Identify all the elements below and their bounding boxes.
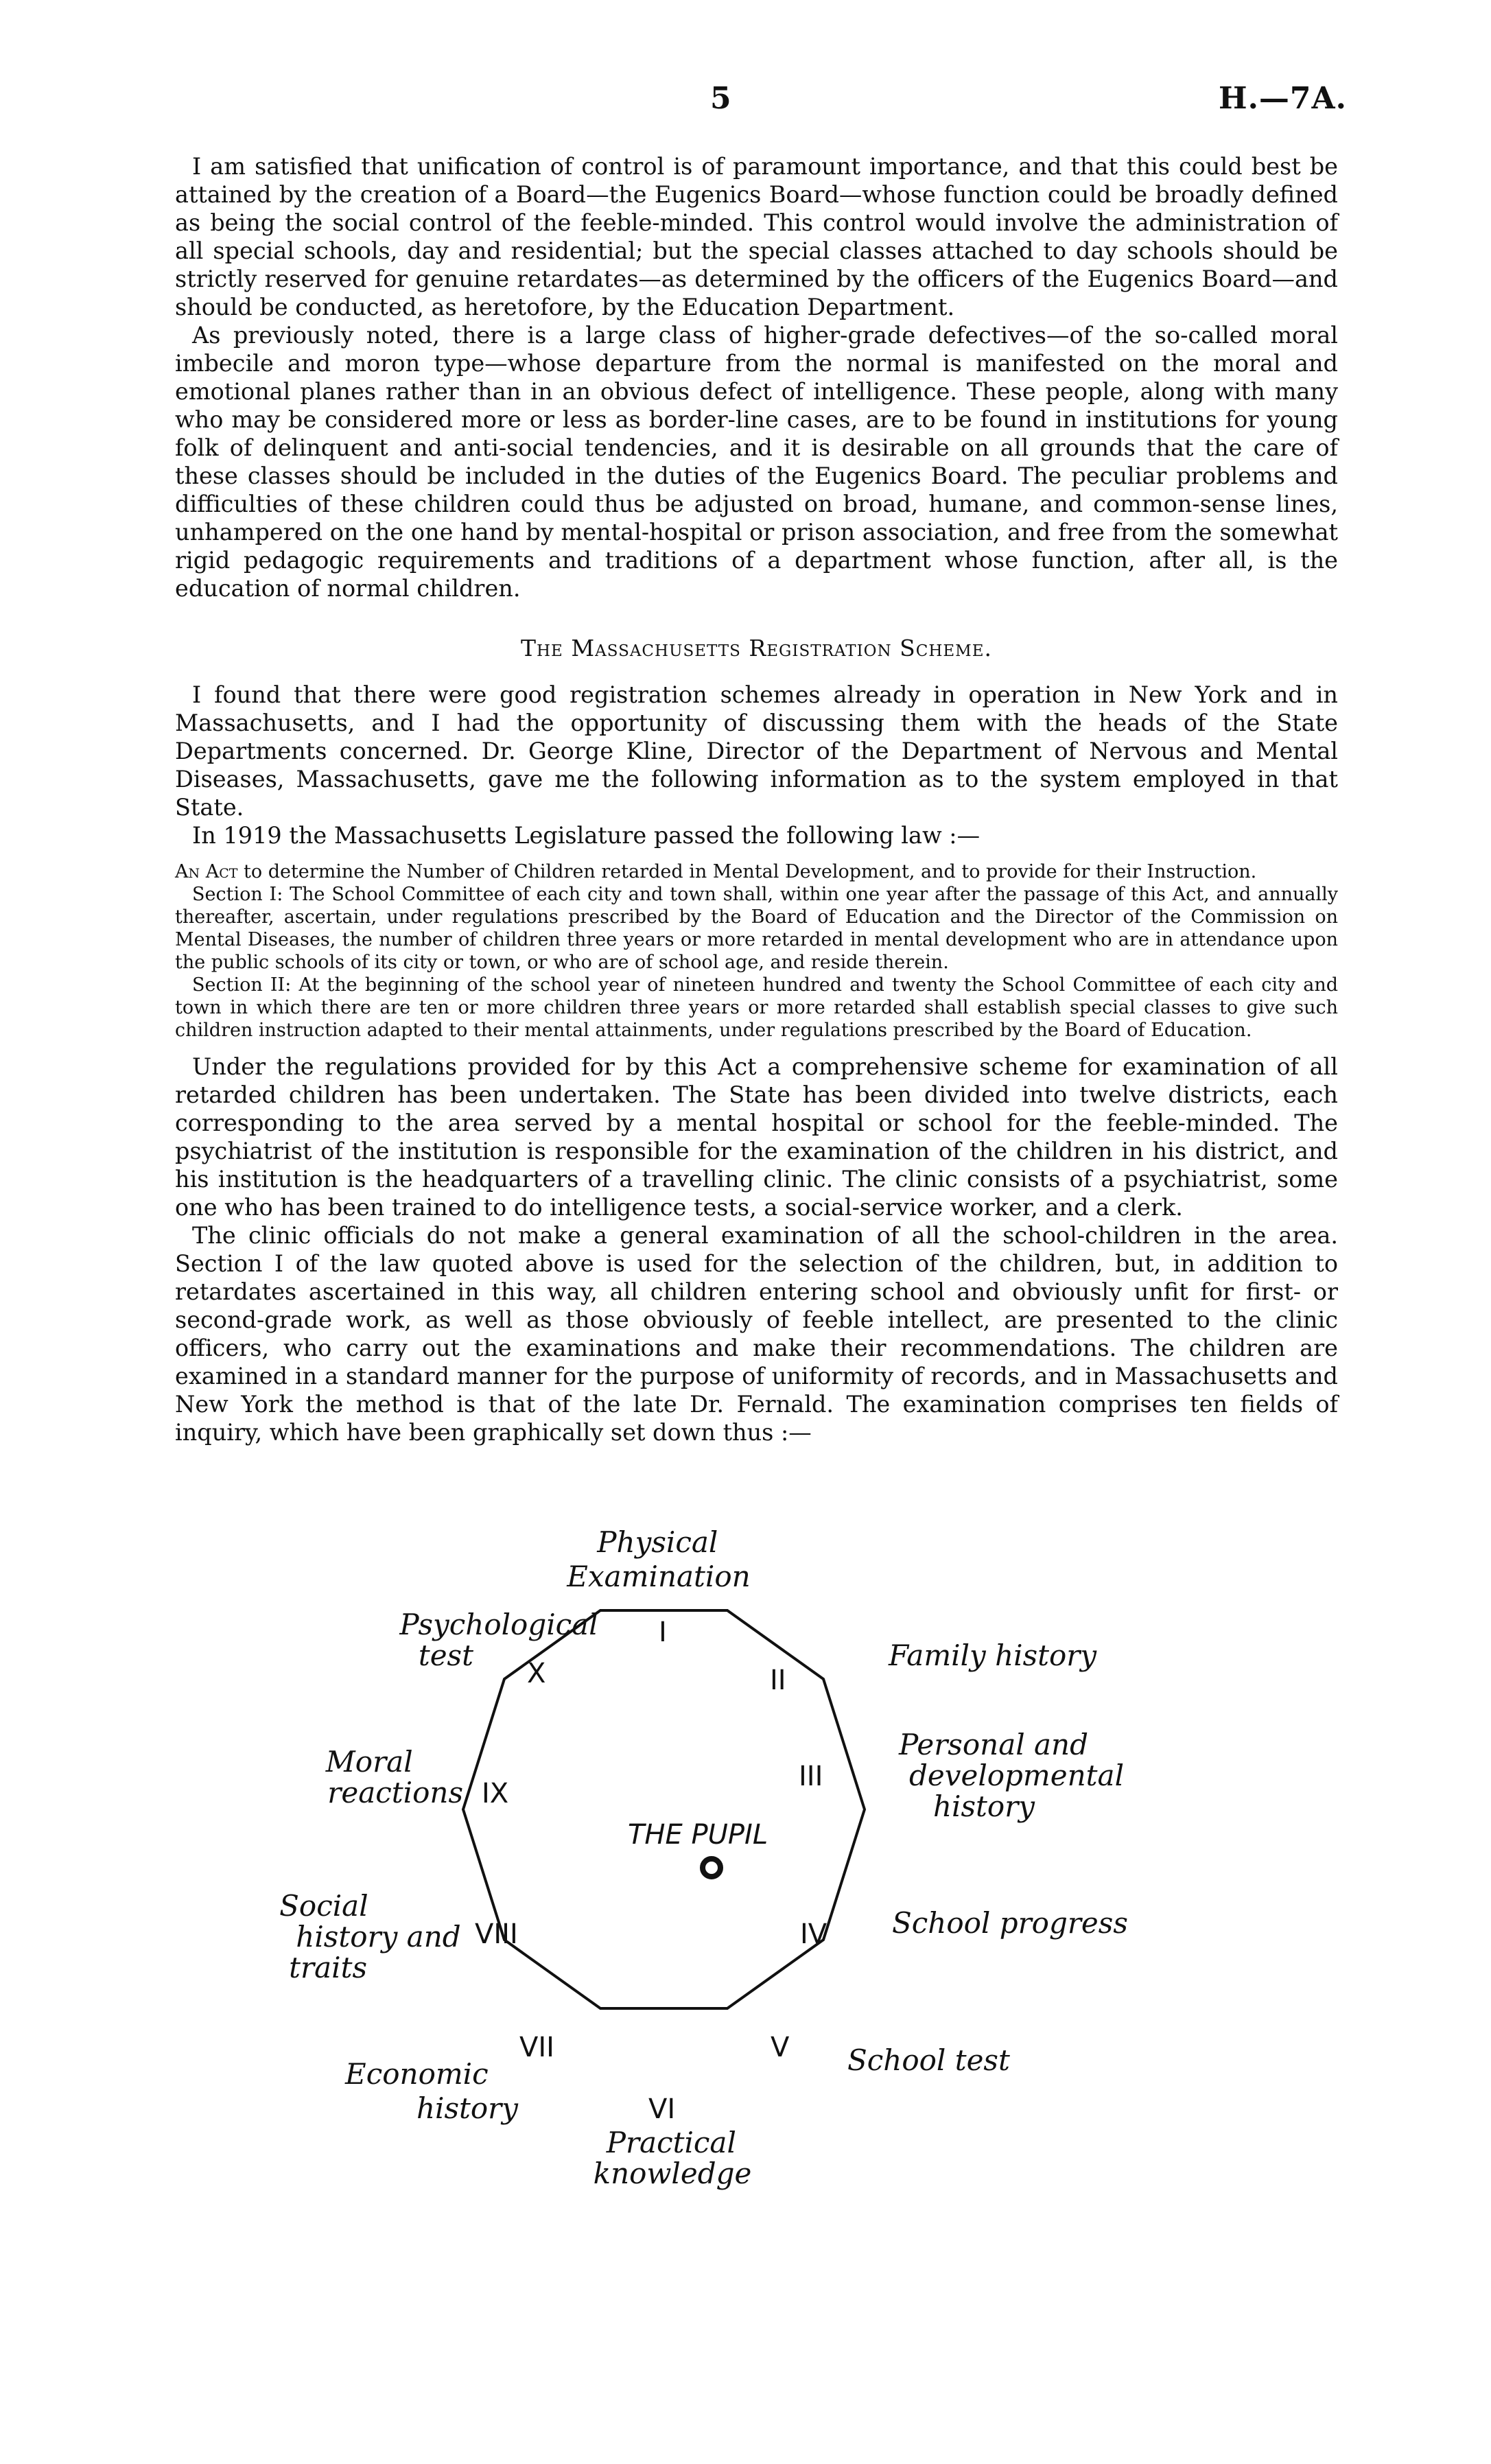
numeral-x: X	[527, 1658, 546, 1689]
paragraph: As previously noted, there is a large class of higher-grade defectives—of the so-called moral imbecile and moron type—whose departure from the normal is manifested on the moral and emotional planes rather than in an obvious defect of intelligence. These people, along with many who may be considered more or less as border-line cases, are to be found in institutions for young folk of delinquent and anti-social tendencies, and it is desirable on all grounds that the care of these classes should be included in the duties of the Eugenics Board. The peculiar problems and difficulties of these children could thus be adjusted on broad, humane, and common-sense lines, unhampered on the one hand by mental-hospital or prison association, and free from the somewhat rigid pedagogic requirements and traditions of a department whose function, after all, is the education of normal children.	[175, 322, 1338, 602]
pupil-center-mark	[703, 1859, 720, 1877]
examination-fields-diagram	[206, 1510, 1304, 2230]
act-title: to determine the Number of Children retarded in Mental Development, and to provide for their Instruction.	[237, 861, 1257, 882]
paragraph: I found that there were good registration schemes already in operation in New York and in Massachusetts, and I had the opportunity of discussing them with the heads of the State Departments concerned. Dr. George Kline, Director of the Department of Nervous and Mental Diseases, Massachusetts, gave me the following information as to the system employed in that State.	[175, 681, 1338, 821]
page-header	[0, 81, 1491, 122]
numeral-vi: VI	[648, 2093, 676, 2125]
document-reference: H.—7A.	[1219, 81, 1347, 116]
field-label-moral-reactions: Moral reactions	[325, 1745, 463, 1809]
field-label-practical-knowledge: Practical knowledge	[593, 2126, 752, 2190]
numeral-v: V	[771, 2032, 790, 2063]
numeral-ii: II	[770, 1665, 786, 1696]
numeral-iv: IV	[800, 1919, 827, 1950]
section-heading: The Massachusetts Registration Scheme.	[520, 635, 993, 661]
center-label: THE PUPIL	[628, 1819, 768, 1851]
paragraph: In 1919 the Massachusetts Legislature passed the following law :—	[192, 822, 981, 849]
numeral-ix: IX	[482, 1778, 509, 1809]
numeral-i: I	[659, 1617, 667, 1648]
field-label-personal-history: Personal and developmental history	[899, 1728, 1125, 1823]
paragraph: The clinic officials do not make a general examination of all the school-children in the area. Section I of the law quoted above is used for the selection of the children, but, in addition to retardates ascertained in this way, all children entering school and obviously unfit for first- or second-grade work, as well as those obviously of feeble intellect, are presented to the clinic officers, who carry out the examinations and make their recommendations. The children are examined in a standard manner for the purpose of uniformity of records, and in Massachusetts and New York the method is that of the late Dr. Fernald. The examination comprises ten fields of inquiry, which have been graphically set down thus :—	[175, 1222, 1338, 1446]
paragraph: Under the regulations provided for by this Act a comprehensive scheme for examination of all retarded children has been undertaken. The State has been divided into twelve districts, each corresponding to the area served by a mental hospital or school for the feeble-minded. The psychiatrist of the institution is responsible for the examination of the children in his district, and his institution is the headquarters of a travelling clinic. The clinic consists of a psychiatrist, some one who has been trained to do intelligence tests, a social-service worker, and a clerk.	[175, 1053, 1338, 1221]
field-label-physical-examination: Physical Examination	[567, 1525, 751, 1593]
paragraph: I am satisfied that unification of control is of paramount importance, and that this could best be attained by the creation of a Board—the Eugenics Board—whose function could be broadly defined as being the social control of the feeble-minded. This control would involve the administration of all special schools, day and residential; but the special classes attached to day schools should be strictly reserved for genuine retardates—as determined by the officers of the Eugenics Board—and should be conducted, as heretofore, by the Education Department.	[175, 153, 1338, 320]
act-title-prefix: An Act	[175, 861, 238, 882]
act-section-1: Section I: The School Committee of each city and town shall, within one year after the passage of this Act, and annually thereafter, ascertain, under regulations prescribed by the Board of Education and the Director of the Commission on Mental Diseases, the number of children three years or more retarded in mental development who are in attendance upon the public schools of its city or town, or who are of school age, and reside therein.	[175, 884, 1338, 973]
field-label-social-history: Social history and traits	[279, 1889, 461, 1984]
act-text	[175, 860, 1338, 1042]
field-label-school-test: School test	[847, 2043, 1010, 2077]
numeral-viii: VIII	[475, 1919, 518, 1950]
numeral-iii: III	[799, 1761, 823, 1792]
field-label-family-history: Family history	[889, 1639, 1097, 1672]
page-number: 5	[710, 81, 731, 116]
intro-section	[175, 152, 1338, 602]
registration-section	[175, 635, 1338, 1446]
act-section-2: Section II: At the beginning of the school year of nineteen hundred and twenty the School Committee of each city and town in which there are ten or more children three years or more retarded shall establish special classes to give such children instruction adapted to their mental attainments, under regulations prescribed by the Board of Education.	[175, 974, 1338, 1041]
field-label-psychological-test: Psychological test	[399, 1608, 598, 1672]
field-label-economic-history: Economic history	[345, 2057, 518, 2125]
field-label-school-progress: School progress	[892, 1906, 1128, 1940]
numeral-vii: VII	[519, 2032, 554, 2063]
